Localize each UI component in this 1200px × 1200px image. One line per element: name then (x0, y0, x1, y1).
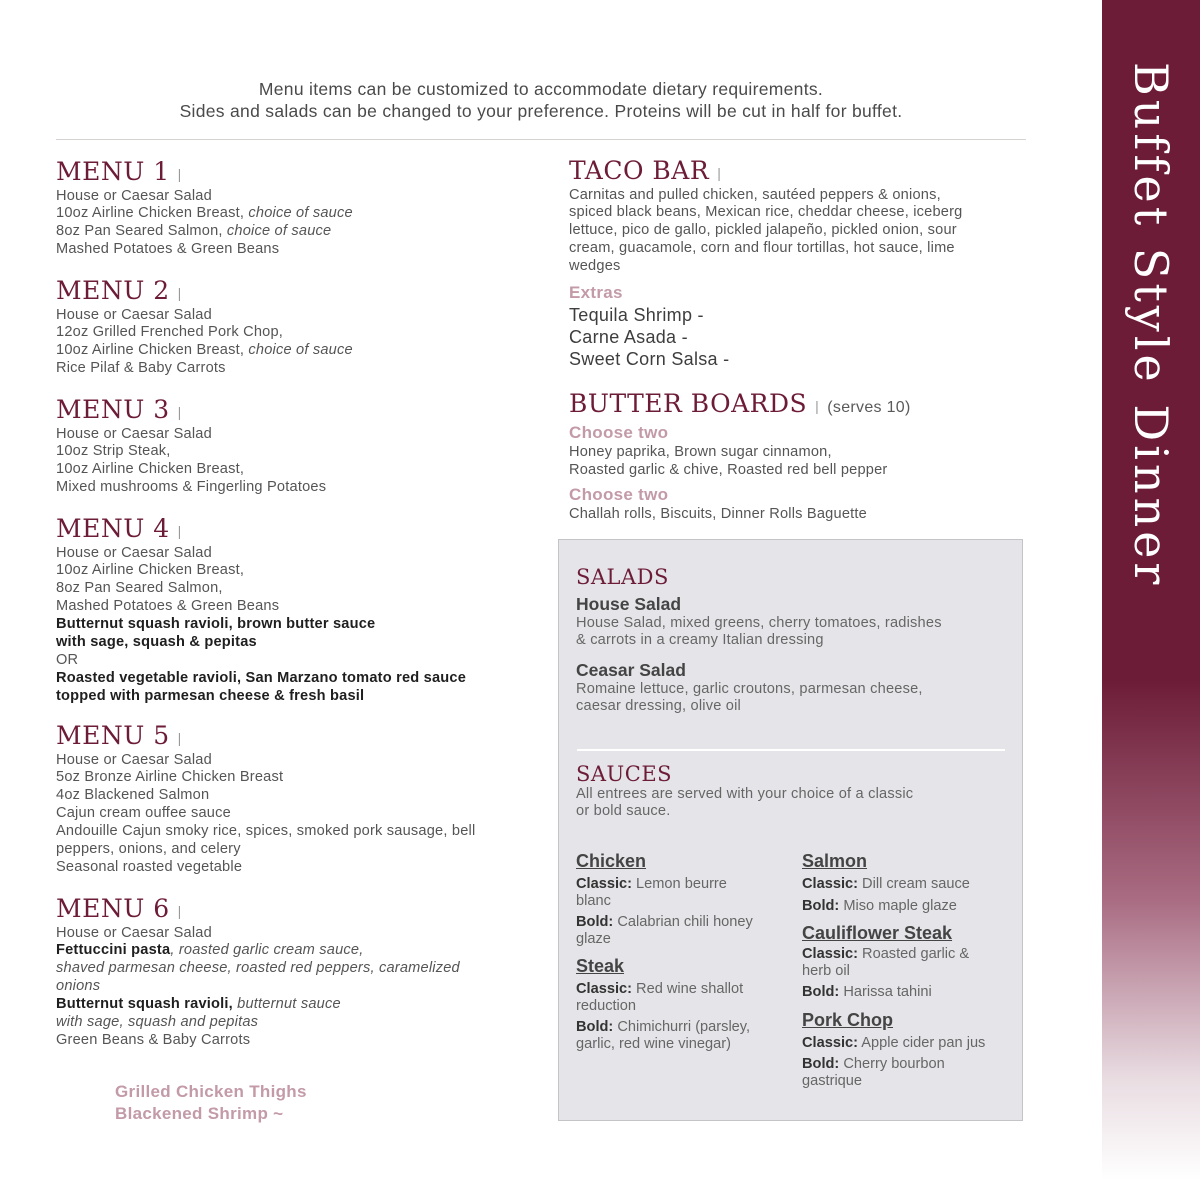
sauce-text: Chimichurri (parsley, (613, 1019, 751, 1035)
heading-pipe: | (177, 522, 182, 539)
classic-label: Classic: (802, 1034, 858, 1051)
menu-4-line: Mashed Potatoes & Green Beans (56, 598, 280, 615)
heading-pipe: | (177, 902, 182, 919)
sauce-text: Calabrian chili honey (613, 914, 753, 930)
menu-4-line: OR (56, 651, 79, 668)
butter-boards-title: BUTTER BOARDS (569, 389, 808, 418)
taco-bar-line: wedges (569, 258, 621, 275)
menu-6-heading (56, 895, 460, 925)
menu-5-line: 5oz Bronze Airline Chicken Breast (56, 769, 284, 786)
intro-note (56, 78, 1026, 122)
menu-3-line: Mixed mushrooms & Fingerling Potatoes (56, 479, 327, 496)
sauce-line (576, 981, 781, 998)
sauce-line (802, 876, 1012, 893)
menu-3-line: House or Caesar Salad (56, 425, 212, 442)
menu-1-text: 8oz Pan Seared Salmon, (56, 223, 227, 240)
menu-2-line: House or Caesar Salad (56, 306, 212, 323)
menu-2-section (56, 277, 353, 378)
menu-3-line: 10oz Airline Chicken Breast, (56, 461, 245, 478)
menu-2-line (56, 342, 353, 360)
heading-pipe: | (177, 403, 182, 420)
taco-bar-line: cream, guacamole, corn and flour tortillas, hot sauce, lime (569, 240, 955, 257)
menu-2-line: Rice Pilaf & Baby Carrots (56, 360, 226, 377)
menu-1-text: 10oz Airline Chicken Breast, (56, 205, 249, 222)
butter-boards-heading (569, 390, 911, 422)
sauce-text: Apple cider pan jus (857, 1034, 986, 1051)
menu-1-section (56, 158, 353, 259)
sauce-text: Miso maple glaze (839, 897, 957, 914)
menu-1-line (56, 205, 353, 223)
salads-section (576, 565, 942, 715)
sauces-intro-line: All entrees are served with your choice of a classic (576, 786, 914, 802)
sauce-steak-title: Steak (576, 956, 625, 976)
menu-1-heading (56, 158, 353, 188)
menu-6-italic: onions (56, 978, 101, 995)
menu-5-line: Andouille Cajun smoky rice, spices, smoked pork sausage, bell (56, 823, 476, 840)
serves-note: (serves 10) (827, 399, 911, 416)
menu-2-text: 10oz Airline Chicken Breast, (56, 342, 249, 359)
choose-label: Choose two (569, 485, 669, 504)
menu-4-line: House or Caesar Salad (56, 544, 212, 561)
menu-6-italic: with sage, squash and pepitas (56, 1014, 259, 1031)
addon-item: Blackened Shrimp ~ (115, 1104, 284, 1123)
classic-label: Classic: (802, 876, 858, 892)
sauce-line (802, 1056, 1012, 1073)
heading-pipe: | (815, 397, 820, 414)
menu-2-title: MENU 2 (56, 276, 170, 305)
taco-bar-line: spiced black beans, Mexican rice, cheddar cheese, iceberg (569, 204, 963, 221)
menu-6-bold: Fettuccini pasta (56, 942, 171, 959)
butter-boards-section (569, 390, 911, 480)
menu-3-line: 10oz Strip Steak, (56, 443, 171, 460)
sauce-line: garlic, red wine vinegar) (576, 1035, 731, 1052)
sauce-cauliflower-title: Cauliflower Steak (802, 923, 953, 943)
menu-1-italic: choice of sauce (226, 223, 332, 240)
sauce-text: Dill cream sauce (857, 876, 970, 892)
menu-4-bold-line: with sage, squash & pepitas (56, 634, 257, 651)
side-title: Buffet Style Dinner (1124, 62, 1178, 589)
heading-pipe: | (177, 284, 182, 301)
choose-label: Choose two (569, 423, 669, 442)
taco-bar-line: lettuce, pico de gallo, pickled jalapeño, pickled onion, sour (569, 222, 957, 239)
menu-4-bold-line: topped with parmesan cheese & fresh basil (56, 687, 365, 704)
sauces-intro-line: or bold sauce. (576, 803, 671, 819)
intro-line-2: Sides and salads can be changed to your preference. Proteins will be cut in half for buffet. (179, 101, 903, 121)
menu-6-italic: butternut sauce (232, 996, 341, 1013)
caesar-salad-line: caesar dressing, olive oil (576, 698, 741, 714)
addon-item: Grilled Chicken Thighs (115, 1082, 307, 1101)
menu-4-section (56, 515, 466, 706)
extra-item: Tequila Shrimp - (569, 305, 704, 325)
addons-section (115, 1081, 307, 1125)
menu-6-italic: shaved parmesan cheese, roasted red peppers, caramelized (56, 960, 460, 977)
menu-6-line (56, 942, 460, 960)
sauce-line: gastrique (802, 1072, 863, 1089)
menu-4-line: 8oz Pan Seared Salmon, (56, 580, 223, 597)
menu-1-italic: choice of sauce (248, 205, 353, 222)
butter-line: Roasted garlic & chive, Roasted red bell pepper (569, 461, 888, 478)
sauce-line: glaze (576, 930, 611, 947)
menu-6-title: MENU 6 (56, 894, 170, 923)
menu-6-line: House or Caesar Salad (56, 924, 212, 941)
taco-extras (569, 282, 729, 370)
menu-2-italic: choice of sauce (248, 342, 353, 359)
menu-5-section (56, 722, 475, 877)
menu-5-line: peppers, onions, and celery (56, 841, 241, 858)
sauce-salmon-title: Salmon (802, 851, 868, 871)
taco-bar-heading (569, 157, 962, 187)
bold-label: Bold: (802, 1056, 840, 1072)
sauces-section (576, 762, 913, 820)
extra-item: Carne Asada - (569, 327, 688, 347)
menu-6-line: Green Beans & Baby Carrots (56, 1031, 251, 1048)
menu-6-section (56, 895, 460, 1050)
classic-label: Classic: (802, 946, 858, 962)
sauce-text: Cherry bourbon (839, 1056, 945, 1072)
house-salad-line: & carrots in a creamy Italian dressing (576, 632, 824, 648)
taco-bar-section (569, 157, 962, 276)
taco-bar-title: TACO BAR (569, 156, 710, 185)
bold-label: Bold: (576, 914, 614, 930)
sauce-line (802, 984, 1012, 1001)
classic-label: Classic: (576, 876, 632, 892)
menu-5-heading (56, 722, 475, 752)
sauces-title: SAUCES (576, 762, 673, 786)
bold-label: Bold: (802, 984, 840, 1000)
menu-6-line (56, 978, 460, 996)
house-salad-title: House Salad (576, 594, 682, 614)
caesar-salad-line: Romaine lettuce, garlic croutons, parmesan cheese, (576, 681, 923, 697)
sauce-line (802, 898, 1012, 915)
sauce-text: Lemon beurre (631, 876, 727, 892)
classic-label: Classic: (576, 981, 632, 997)
intro-line-1: Menu items can be customized to accommodate dietary requirements. (258, 79, 824, 99)
sauce-line (576, 876, 781, 893)
menu-4-bold-line: Butternut squash ravioli, brown butter sauce (56, 616, 376, 633)
bold-label: Bold: (576, 1019, 614, 1035)
sauce-line (576, 1019, 781, 1036)
sauce-text: Red wine shallot (631, 981, 744, 997)
sauce-col-left (576, 851, 781, 1052)
salads-sauces-panel (558, 539, 1023, 1121)
menu-1-line: House or Caesar Salad (56, 187, 212, 204)
sauce-line (802, 1035, 1012, 1052)
butter-line: Honey paprika, Brown sugar cinnamon, (569, 444, 832, 460)
menu-6-bold: Butternut squash ravioli, (56, 996, 233, 1013)
sauce-pork-title: Pork Chop (802, 1009, 894, 1030)
heading-pipe: | (177, 729, 182, 746)
taco-bar-line: Carnitas and pulled chicken, sautéed peppers & onions, (569, 186, 941, 203)
menu-2-line: 12oz Grilled Frenched Pork Chop, (56, 324, 284, 341)
caesar-salad-title: Ceasar Salad (576, 660, 686, 680)
menu-6-line (56, 1014, 460, 1032)
menu-6-line (56, 996, 460, 1014)
sauce-text: Harissa tahini (839, 984, 932, 1000)
salads-title: SALADS (576, 565, 669, 589)
sauce-line (576, 914, 781, 931)
menu-3-section (56, 396, 326, 497)
sauce-line (802, 946, 1012, 963)
menu-4-bold-line: Roasted vegetable ravioli, San Marzano tomato red sauce (56, 669, 467, 686)
menu-2-heading (56, 277, 353, 307)
menu-6-line (56, 960, 460, 978)
menu-4-line: 10oz Airline Chicken Breast, (56, 562, 245, 579)
house-salad-line: House Salad, mixed greens, cherry tomatoes, radishes (576, 615, 942, 631)
menu-1-line (56, 223, 353, 241)
top-divider (56, 139, 1026, 140)
panel-divider (577, 749, 1005, 751)
sauce-chicken-title: Chicken (576, 851, 647, 871)
sauce-line: reduction (576, 997, 637, 1014)
menu-3-heading (56, 396, 326, 426)
menu-5-line: 4oz Blackened Salmon (56, 787, 210, 804)
heading-pipe: | (717, 164, 722, 181)
menu-1-line: Mashed Potatoes & Green Beans (56, 241, 280, 258)
menu-1-title: MENU 1 (56, 157, 170, 186)
menu-6-italic: , roasted garlic cream sauce, (170, 942, 364, 959)
heading-pipe: | (177, 165, 182, 182)
bread-line: Challah rolls, Biscuits, Dinner Rolls Baguette (569, 506, 867, 522)
extras-label: Extras (569, 283, 623, 302)
menu-4-title: MENU 4 (56, 514, 170, 543)
menu-5-title: MENU 5 (56, 721, 170, 750)
extra-item: Sweet Corn Salsa - (569, 349, 730, 369)
menu-5-line: House or Caesar Salad (56, 751, 212, 768)
menu-5-line: Seasonal roasted vegetable (56, 858, 243, 875)
sauce-text: Roasted garlic & (857, 946, 970, 962)
sauce-col-right (802, 851, 1012, 1089)
bread-choice (569, 484, 867, 524)
sauce-line: blanc (576, 892, 611, 909)
menu-4-heading (56, 515, 466, 545)
menu-5-line: Cajun cream ouffee sauce (56, 805, 231, 822)
sauce-line: herb oil (802, 962, 850, 979)
menu-3-title: MENU 3 (56, 395, 170, 424)
bold-label: Bold: (802, 897, 840, 914)
